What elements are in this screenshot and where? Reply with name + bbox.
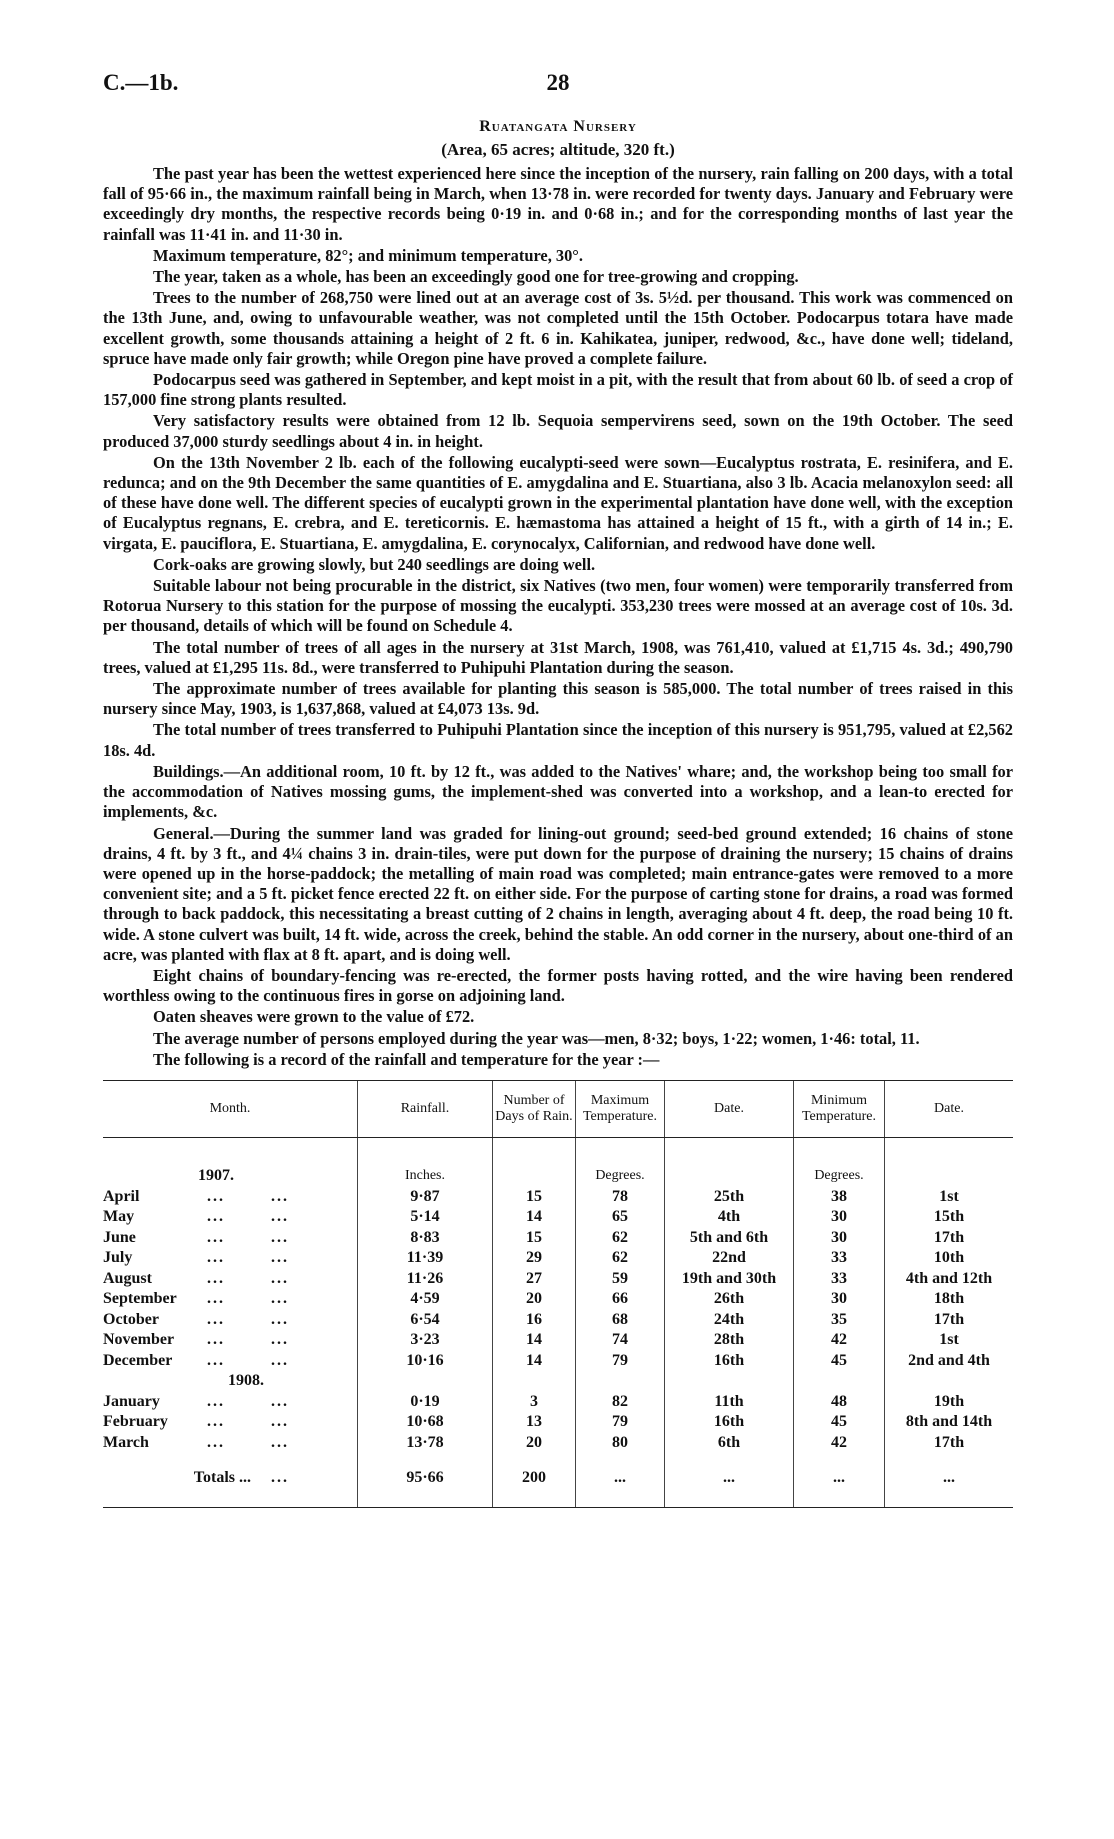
leader-dots: ... <box>207 1392 225 1410</box>
totals-label-cell <box>103 1453 358 1495</box>
paragraph: General.—During the summer land was graded for lining-out ground; seed-bed ground extended; 16 chains of stone drains, 4 ft. by 3 ft., and 4¼ chains 3 in. drain-tiles, were put down for the purpose of draining the nursery; 15 chains of drains were opened up in the horse-paddock; the metalling of main road was completed; main entrance-gates were removed to a more convenient site; and a 5 ft. picket fence erected 22 ft. on either side. For the purpose of carting stone for drains, a road was formed through to back paddock, this necessitating a breast cutting of 2 chains in length, averaging about 4 ft. deep, the road being 10 ft. wide. A stone culvert was built, 14 ft. wide, across the creek, behind the stable. An odd corner in the nursery, about one-third of an acre, was planted with flax at 8 ft. apart, and is doing well. <box>103 823 1013 964</box>
month-name: July <box>103 1249 133 1267</box>
leader-dots: ... <box>271 1331 289 1349</box>
rain-days-cell: 14 <box>493 1350 576 1371</box>
max-date-cell: 16th <box>665 1350 794 1371</box>
paragraph: Eight chains of boundary-fencing was re-erected, the former posts having rotted, and the wire having been rendered worthless owing to the continuous fires in gorse on adjoining land. <box>103 965 1013 1006</box>
rain-days-cell: 15 <box>493 1227 576 1248</box>
table-row <box>103 1391 1013 1412</box>
header-min-temp: Minimum Temperature. <box>794 1080 885 1137</box>
min-temp-cell: 45 <box>794 1412 885 1433</box>
leader-dots: ... <box>271 1249 289 1267</box>
min-date-cell: 19th <box>885 1391 1014 1412</box>
month-name: June <box>103 1228 136 1246</box>
rainfall-cell: 0·19 <box>358 1391 493 1412</box>
rainfall-cell: 3·23 <box>358 1330 493 1351</box>
unit-min: Degrees. <box>794 1166 885 1187</box>
min-date-cell: 1st <box>885 1186 1014 1207</box>
paragraph: The year, taken as a whole, has been an exceedingly good one for tree-growing and cropping. <box>153 267 799 287</box>
max-date-cell: 24th <box>665 1309 794 1330</box>
paragraph: The total number of trees of all ages in the nursery at 31st March, 1908, was 761,410, valued at £1,715 4s. 3d.; 490,790 trees, valued at £1,295 11s. 8d., were transferred to Puhipuhi Plantation during the season. <box>103 637 1013 677</box>
paragraph: Cork-oaks are growing slowly, but 240 seedlings are doing well. <box>153 554 596 574</box>
header-days: Number of Days of Rain. <box>493 1080 576 1137</box>
month-name: September <box>103 1290 177 1308</box>
month-name: November <box>103 1331 175 1349</box>
min-temp-cell: 30 <box>794 1289 885 1310</box>
month-name: May <box>103 1208 135 1226</box>
max-temp-cell: 62 <box>576 1227 665 1248</box>
leader-dots: ... <box>271 1392 289 1410</box>
rain-days-cell: 15 <box>493 1186 576 1207</box>
leader-dots: ... <box>271 1269 289 1287</box>
max-temp-cell: 74 <box>576 1330 665 1351</box>
totals-row <box>103 1453 1013 1495</box>
table-row <box>103 1432 1013 1453</box>
max-date-cell: 25th <box>665 1186 794 1207</box>
year-row-1908 <box>103 1371 1013 1392</box>
paragraph: Maximum temperature, 82°; and minimum temperature, 30°. <box>153 245 583 265</box>
year-row-1907 <box>103 1166 1013 1187</box>
paragraph: The total number of trees transferred to Puhipuhi Plantation since the inception of this nursery is 951,795, valued at £2,562 18s. 4d. <box>103 720 1013 760</box>
rainfall-table <box>103 1080 1013 1508</box>
min-temp-cell: 33 <box>794 1248 885 1269</box>
leader-dots: ... <box>271 1208 289 1226</box>
min-date-cell: 1st <box>885 1330 1014 1351</box>
min-temp-cell: 42 <box>794 1432 885 1453</box>
paragraph: The average number of persons employed during the year was—men, 8·32; boys, 1·22; women, 1·46: total, 11. <box>153 1028 920 1048</box>
max-date-cell: 22nd <box>665 1248 794 1269</box>
table-row <box>103 1309 1013 1330</box>
header-rainfall: Rainfall. <box>358 1080 493 1137</box>
min-temp-cell: 30 <box>794 1207 885 1228</box>
month-cell <box>103 1248 358 1269</box>
max-date-cell: 28th <box>665 1330 794 1351</box>
min-temp-cell: 38 <box>794 1186 885 1207</box>
leader-dots: ... <box>271 1187 289 1205</box>
min-date-cell: 17th <box>885 1309 1014 1330</box>
table-header-row <box>103 1080 1013 1137</box>
document-page <box>103 70 1013 1508</box>
header-min-date: Date. <box>885 1080 1014 1137</box>
rainfall-cell: 11·26 <box>358 1268 493 1289</box>
max-temp-cell: 68 <box>576 1309 665 1330</box>
min-date-cell: 15th <box>885 1207 1014 1228</box>
rainfall-cell: 13·78 <box>358 1432 493 1453</box>
max-temp-cell: 80 <box>576 1432 665 1453</box>
month-name: December <box>103 1351 173 1369</box>
min-temp-cell: 33 <box>794 1268 885 1289</box>
unit-max: Degrees. <box>576 1166 665 1187</box>
table-row <box>103 1227 1013 1248</box>
min-temp-cell: 30 <box>794 1227 885 1248</box>
total-max: ... <box>576 1453 665 1495</box>
paragraph: Trees to the number of 268,750 were lined out at an average cost of 3s. 5½d. per thousand. This work was commenced on the 13th June, and, owing to unfavourable weather, was not completed until the 15th October. Podocarpus totara have made excellent growth, some thousands attaining a height of 2 ft. 6 in. Kahikatea, juniper, redwood, &c., have done well; tideland, spruce have made only fair growth; while Oregon pine have proved a complete failure. <box>103 288 1013 368</box>
rain-days-cell: 20 <box>493 1289 576 1310</box>
rainfall-cell: 5·14 <box>358 1207 493 1228</box>
month-name: April <box>103 1187 140 1205</box>
paragraph: On the 13th November 2 lb. each of the following eucalypti-seed were sown—Eucalyptus rostrata, E. resinifera, and E. redunca; and on the 9th December the same quantities of E. amygdalina and E. Stuartiana, also 3 lb. Acacia melanoxylon seed: all of these have done well. The different species of eucalypti grown in the experimental plantation have done well, with the exception of Eucalyptus regnans, E. crebra, and E. tereticornis. E. hæmastoma has attained a height of 15 ft., with a girth of 14 in.; E. virgata, E. pauciflora, E. Stuartiana, E. amygdalina, E. corynocalyx, Californian, and redwood have done well. <box>103 452 1013 553</box>
unit-rainfall: Inches. <box>358 1166 493 1187</box>
min-date-cell: 8th and 14th <box>885 1412 1014 1433</box>
leader-dots: ... <box>207 1187 225 1205</box>
leader-dots: ... <box>207 1310 225 1328</box>
total-mindate: ... <box>885 1453 1014 1495</box>
section-subtitle: (Area, 65 acres; altitude, 320 ft.) <box>441 140 675 159</box>
section-title: Ruatangata Nursery <box>479 118 637 135</box>
rainfall-cell: 4·59 <box>358 1289 493 1310</box>
month-name: February <box>103 1413 168 1431</box>
min-date-cell: 17th <box>885 1432 1014 1453</box>
month-name: January <box>103 1392 160 1410</box>
max-temp-cell: 59 <box>576 1268 665 1289</box>
header-max-temp: Maximum Temperature. <box>576 1080 665 1137</box>
leader-dots: ... <box>207 1413 225 1431</box>
leader-dots: ... <box>271 1290 289 1308</box>
total-days: 200 <box>493 1453 576 1495</box>
month-cell <box>103 1432 358 1453</box>
paragraph: The approximate number of trees available for planting this season is 585,000. The total number of trees raised in this nursery since May, 1903, is 1,637,868, valued at £4,073 13s. 9d. <box>103 679 1013 719</box>
max-date-cell: 19th and 30th <box>665 1268 794 1289</box>
max-date-cell: 4th <box>665 1207 794 1228</box>
max-date-cell: 11th <box>665 1391 794 1412</box>
max-date-cell: 6th <box>665 1432 794 1453</box>
month-cell <box>103 1309 358 1330</box>
month-cell <box>103 1289 358 1310</box>
rain-days-cell: 13 <box>493 1412 576 1433</box>
leader-dots: ... <box>207 1433 225 1451</box>
leader-dots: ... <box>207 1290 225 1308</box>
table-row <box>103 1207 1013 1228</box>
table-row <box>103 1350 1013 1371</box>
leader-dots: ... <box>271 1468 289 1486</box>
min-temp-cell: 42 <box>794 1330 885 1351</box>
max-temp-cell: 79 <box>576 1350 665 1371</box>
min-temp-cell: 35 <box>794 1309 885 1330</box>
rain-days-cell: 29 <box>493 1248 576 1269</box>
min-date-cell: 2nd and 4th <box>885 1350 1014 1371</box>
leader-dots: ... <box>271 1228 289 1246</box>
rainfall-cell: 10·16 <box>358 1350 493 1371</box>
max-temp-cell: 65 <box>576 1207 665 1228</box>
max-temp-cell: 79 <box>576 1412 665 1433</box>
total-rainfall: 95·66 <box>358 1453 493 1495</box>
header-max-date: Date. <box>665 1080 794 1137</box>
min-date-cell: 17th <box>885 1227 1014 1248</box>
page-header <box>103 70 1013 104</box>
paragraph: Very satisfactory results were obtained from 12 lb. Sequoia sempervirens seed, sown on the 19th October. The seed produced 37,000 sturdy seedlings about 4 in. in height. <box>103 411 1013 451</box>
month-cell <box>103 1412 358 1433</box>
month-cell <box>103 1186 358 1207</box>
leader-dots: ... <box>207 1228 225 1246</box>
max-temp-cell: 66 <box>576 1289 665 1310</box>
min-date-cell: 10th <box>885 1248 1014 1269</box>
header-month: Month. <box>103 1080 358 1137</box>
leader-dots: ... <box>271 1433 289 1451</box>
month-name: March <box>103 1433 149 1451</box>
rainfall-cell: 8·83 <box>358 1227 493 1248</box>
month-cell <box>103 1330 358 1351</box>
table-row <box>103 1330 1013 1351</box>
max-temp-cell: 62 <box>576 1248 665 1269</box>
month-cell <box>103 1391 358 1412</box>
rainfall-cell: 11·39 <box>358 1248 493 1269</box>
rain-days-cell: 3 <box>493 1391 576 1412</box>
min-temp-cell: 48 <box>794 1391 885 1412</box>
min-date-cell: 4th and 12th <box>885 1268 1014 1289</box>
year-label: 1908. <box>228 1372 264 1390</box>
rain-days-cell: 14 <box>493 1207 576 1228</box>
leader-dots: ... <box>207 1249 225 1267</box>
min-date-cell: 18th <box>885 1289 1014 1310</box>
leader-dots: ... <box>207 1351 225 1369</box>
max-date-cell: 16th <box>665 1412 794 1433</box>
rainfall-cell: 10·68 <box>358 1412 493 1433</box>
month-name: October <box>103 1310 159 1328</box>
max-date-cell: 5th and 6th <box>665 1227 794 1248</box>
totals-label: Totals ... <box>193 1468 251 1486</box>
document-reference: C.—1b. <box>103 70 179 95</box>
rainfall-cell: 6·54 <box>358 1309 493 1330</box>
paragraph: Suitable labour not being procurable in the district, six Natives (two men, four women) were temporarily transferred from Rotorua Nursery to this station for the purpose of mossing the eucalypti. 353,230 trees were mossed at an average cost of 10s. 3d. per thousand, details of which will be found on Schedule 4. <box>103 576 1013 636</box>
paragraph: The past year has been the wettest experienced here since the inception of the nursery, rain falling on 200 days, with a total fall of 95·66 in., the maximum rainfall being in March, when 13·78 in. were recorded for twenty days. January and February were exceedingly dry months, the respective records being 0·19 in. and 0·68 in.; and for the corresponding months of last year the rainfall was 11·41 in. and 11·30 in. <box>103 164 1013 244</box>
leader-dots: ... <box>207 1269 225 1287</box>
table-row <box>103 1289 1013 1310</box>
table-row <box>103 1186 1013 1207</box>
table-row <box>103 1248 1013 1269</box>
page-number: 28 <box>546 70 570 95</box>
rain-days-cell: 16 <box>493 1309 576 1330</box>
month-cell <box>103 1268 358 1289</box>
paragraph: Podocarpus seed was gathered in September, and kept moist in a pit, with the result that from about 60 lb. of seed a crop of 157,000 fine strong plants resulted. <box>103 370 1013 410</box>
paragraph: The following is a record of the rainfall and temperature for the year :— <box>153 1049 660 1069</box>
body-text <box>103 164 1013 1070</box>
max-temp-cell: 82 <box>576 1391 665 1412</box>
leader-dots: ... <box>271 1310 289 1328</box>
total-maxdate: ... <box>665 1453 794 1495</box>
paragraph: Oaten sheaves were grown to the value of £72. <box>153 1007 475 1027</box>
year-label: 1907. <box>198 1167 234 1185</box>
month-cell <box>103 1207 358 1228</box>
rainfall-cell: 9·87 <box>358 1186 493 1207</box>
table-row <box>103 1268 1013 1289</box>
leader-dots: ... <box>207 1331 225 1349</box>
month-cell <box>103 1227 358 1248</box>
month-name: August <box>103 1269 152 1287</box>
max-date-cell: 26th <box>665 1289 794 1310</box>
rain-days-cell: 14 <box>493 1330 576 1351</box>
total-min: ... <box>794 1453 885 1495</box>
table-row <box>103 1412 1013 1433</box>
min-temp-cell: 45 <box>794 1350 885 1371</box>
rain-days-cell: 27 <box>493 1268 576 1289</box>
month-cell <box>103 1350 358 1371</box>
leader-dots: ... <box>271 1351 289 1369</box>
max-temp-cell: 78 <box>576 1186 665 1207</box>
leader-dots: ... <box>271 1413 289 1431</box>
rain-days-cell: 20 <box>493 1432 576 1453</box>
paragraph: Buildings.—An additional room, 10 ft. by 12 ft., was added to the Natives' whare; and, the workshop being too small for the accommodation of Natives mossing gums, the implement-shed was converted into a workshop, and a lean-to erected for implements, &c. <box>103 761 1013 822</box>
leader-dots: ... <box>207 1208 225 1226</box>
